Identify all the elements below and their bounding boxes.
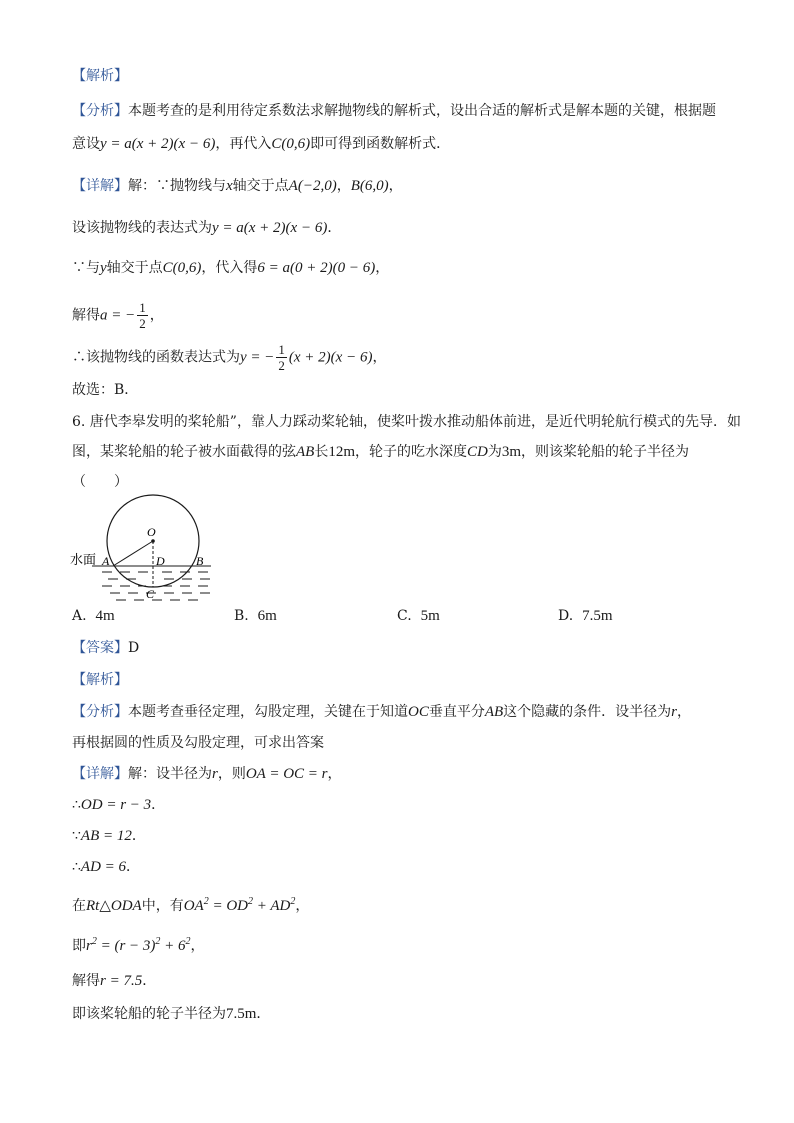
text: ．: [131, 828, 146, 844]
math-result: r = 7.5: [100, 973, 143, 989]
daan-label: 【答案】: [72, 640, 128, 656]
paddle-wheel-diagram: [68, 480, 218, 606]
option-list: [72, 608, 712, 628]
detail2-line-6: [72, 932, 205, 956]
detail-line-5: [72, 342, 386, 373]
math-equation: [86, 938, 191, 954]
text: ，: [372, 349, 387, 366]
label-d: D: [156, 554, 165, 568]
detail-line-2: [72, 218, 341, 238]
exp: 2: [203, 896, 209, 907]
text: ，: [336, 178, 351, 194]
term-r-minus-3: = (r − 3): [96, 938, 156, 954]
text: 图，某桨轮船的轮子被水面截得的弦: [72, 444, 296, 460]
text: 设该抛物线的表达式为: [72, 220, 212, 236]
xiangjie-label: 【详解】: [72, 766, 128, 782]
math-length: 12m: [328, 444, 355, 460]
math-ad-length: AD = 6: [80, 859, 127, 875]
question-text: 6. 唐代李皋发明的桨轮船”，靠人力踩动桨轮轴，使桨叶拨水推动船体前进，是近代明轮航行模式的先导．如: [72, 414, 741, 430]
term-oa: OA: [183, 898, 204, 914]
option-value: 5m: [420, 608, 440, 624]
text: 这个隐藏的条件．设半径为: [503, 704, 672, 720]
text: ，: [295, 898, 310, 914]
text: 解：设半径为: [128, 766, 212, 782]
option-value: 7.5m: [582, 608, 613, 624]
text: ，则: [217, 766, 246, 782]
label-a: A: [102, 554, 110, 568]
therefore-symbol: ∴: [72, 859, 81, 875]
math-ab: AB: [296, 444, 315, 460]
label-c: C: [146, 587, 155, 601]
math-ab-length: AB = 12: [80, 828, 132, 844]
frac-den: 2: [278, 358, 285, 373]
detail-line-4: [72, 300, 164, 331]
text: ，再代入: [215, 136, 272, 152]
exp: 2: [290, 896, 296, 907]
text: 在: [72, 898, 86, 914]
option-key: C.: [397, 608, 412, 624]
fenxi-label: 【分析】: [72, 704, 128, 720]
analysis-line-1: [72, 101, 716, 121]
answer-value: D: [128, 640, 140, 656]
frac-num: 1: [278, 342, 285, 357]
text: 即: [72, 938, 86, 954]
math-x: x: [226, 178, 233, 194]
option-key: A.: [72, 608, 87, 624]
text: 轴交于点: [232, 178, 289, 194]
analysis-text: 本题考查的是利用待定系数法求解抛物线的解析式，设出合适的解析式是解本题的关键，根据题: [128, 103, 716, 119]
math-general-form: y = a(x + 2)(x − 6): [100, 136, 216, 152]
label-water: 水面: [70, 552, 97, 567]
answer-line: [72, 638, 139, 658]
text: 为: [487, 444, 502, 460]
detail-line-1: [72, 176, 403, 196]
text: 长: [314, 444, 329, 460]
option-key: D.: [558, 608, 574, 624]
math-r: r: [671, 704, 678, 720]
text: ．: [327, 220, 342, 236]
text: ，: [677, 704, 692, 720]
fenxi-label: 【分析】: [72, 103, 128, 119]
frac-num: 1: [139, 300, 146, 315]
math-final: 7.5m: [226, 1006, 257, 1022]
math-cd: CD: [467, 444, 488, 460]
detail2-line-7: [72, 971, 156, 991]
math-r: r: [212, 766, 218, 782]
math-triangle: Rt△ODA: [86, 898, 142, 914]
text: 即该桨轮船的轮子半径为: [72, 1006, 226, 1022]
text: ，: [375, 260, 390, 276]
text: ．: [126, 859, 141, 875]
radius-oa: [113, 541, 153, 566]
solution-heading-2: [72, 670, 128, 690]
exp: 2: [155, 936, 161, 947]
math-point-c: C(0,6): [271, 136, 311, 152]
text: ，: [190, 938, 205, 954]
analysis2-line-1: [72, 702, 691, 722]
text: ∴该抛物线的函数表达式为: [72, 349, 240, 366]
text: 意设: [72, 136, 100, 152]
math-ab: AB: [484, 704, 504, 720]
label-o: O: [147, 525, 156, 539]
detail2-line-8: [72, 1004, 270, 1024]
text: 本题考查垂径定理，勾股定理，关键在于知道: [128, 704, 408, 720]
math-od: OD = r − 3: [80, 797, 152, 813]
exp: 2: [248, 896, 253, 907]
text: ．: [142, 973, 157, 989]
text: 解得: [72, 307, 100, 324]
math-y: y = −: [240, 349, 275, 366]
water-dashes: [102, 572, 210, 600]
text: ，: [327, 766, 342, 782]
jiexi-label: 【解析】: [72, 68, 128, 84]
text: ．: [256, 1006, 271, 1022]
detail2-line-4: [72, 857, 140, 877]
math-expression: y = a(x + 2)(x − 6): [212, 220, 328, 236]
detail2-line-3: [72, 826, 146, 846]
analysis2-line-2: [72, 733, 324, 753]
option-key: B.: [234, 608, 249, 624]
math-y: y: [100, 260, 107, 276]
choice-text: 故选：B．: [72, 382, 139, 398]
math-point-a: A(−2,0): [288, 178, 337, 194]
math-factors: (x + 2)(x − 6): [288, 349, 373, 366]
text: ，代入得: [201, 260, 258, 276]
text: 即可得到函数解析式．: [310, 136, 451, 152]
option-a[interactable]: [72, 608, 115, 625]
detail2-line-5: [72, 892, 309, 916]
text: 再根据圆的性质及勾股定理，可求出答案: [72, 735, 324, 751]
text: 解得: [72, 973, 100, 989]
frac-den: 2: [139, 316, 146, 331]
detail2-line-1: [72, 764, 342, 784]
text: ．: [151, 797, 166, 813]
text: ，则该桨轮船的轮子半径为: [521, 444, 690, 460]
math-depth: 3m: [501, 444, 522, 460]
text: 中，有: [141, 898, 184, 914]
exp: 2: [185, 936, 191, 947]
answer-blank: （ ）: [72, 474, 128, 490]
center-dot: [151, 539, 155, 543]
solution-heading-1: [72, 66, 128, 86]
math-a: a = −: [100, 307, 136, 324]
term-ad: + AD: [253, 898, 291, 914]
text: 解：∵抛物线与: [128, 178, 226, 194]
option-d[interactable]: [558, 608, 613, 625]
text: ，: [149, 307, 164, 324]
option-value: 4m: [95, 608, 115, 624]
math-oc: OC: [408, 704, 429, 720]
term-6: + 6: [160, 938, 186, 954]
because-symbol: ∵: [72, 828, 81, 844]
text: 轴交于点: [106, 260, 163, 276]
text: ，: [388, 178, 403, 194]
math-point-c: C(0,6): [162, 260, 202, 276]
label-b: B: [196, 554, 204, 568]
term-od: = OD: [208, 898, 248, 914]
therefore-symbol: ∴: [72, 797, 81, 813]
math-radius-eq: OA = OC = r: [245, 766, 328, 782]
question-6-line-2: [72, 442, 689, 462]
option-c[interactable]: [397, 608, 440, 625]
math-substitution: 6 = a(0 + 2)(0 − 6): [257, 260, 376, 276]
option-value: 6m: [257, 608, 277, 624]
analysis-line-2: [72, 134, 450, 154]
detail2-line-2: [72, 795, 165, 815]
text: ∵与: [72, 260, 100, 276]
choice-line: [72, 380, 138, 400]
text: ，轮子的吃水深度: [355, 444, 467, 460]
jiexi-label: 【解析】: [72, 672, 128, 688]
fraction-one-half: [276, 342, 287, 373]
term-r: r: [86, 938, 92, 954]
math-point-b: B(6,0): [350, 178, 389, 194]
xiangjie-label: 【详解】: [72, 178, 128, 194]
option-b[interactable]: [234, 608, 277, 625]
text: 垂直平分: [428, 704, 485, 720]
exp: 2: [91, 936, 97, 947]
fraction-one-half: [137, 300, 148, 331]
math-pythagoras: [184, 898, 296, 914]
question-6-line-1: [72, 412, 741, 432]
detail-line-3: [72, 258, 389, 278]
